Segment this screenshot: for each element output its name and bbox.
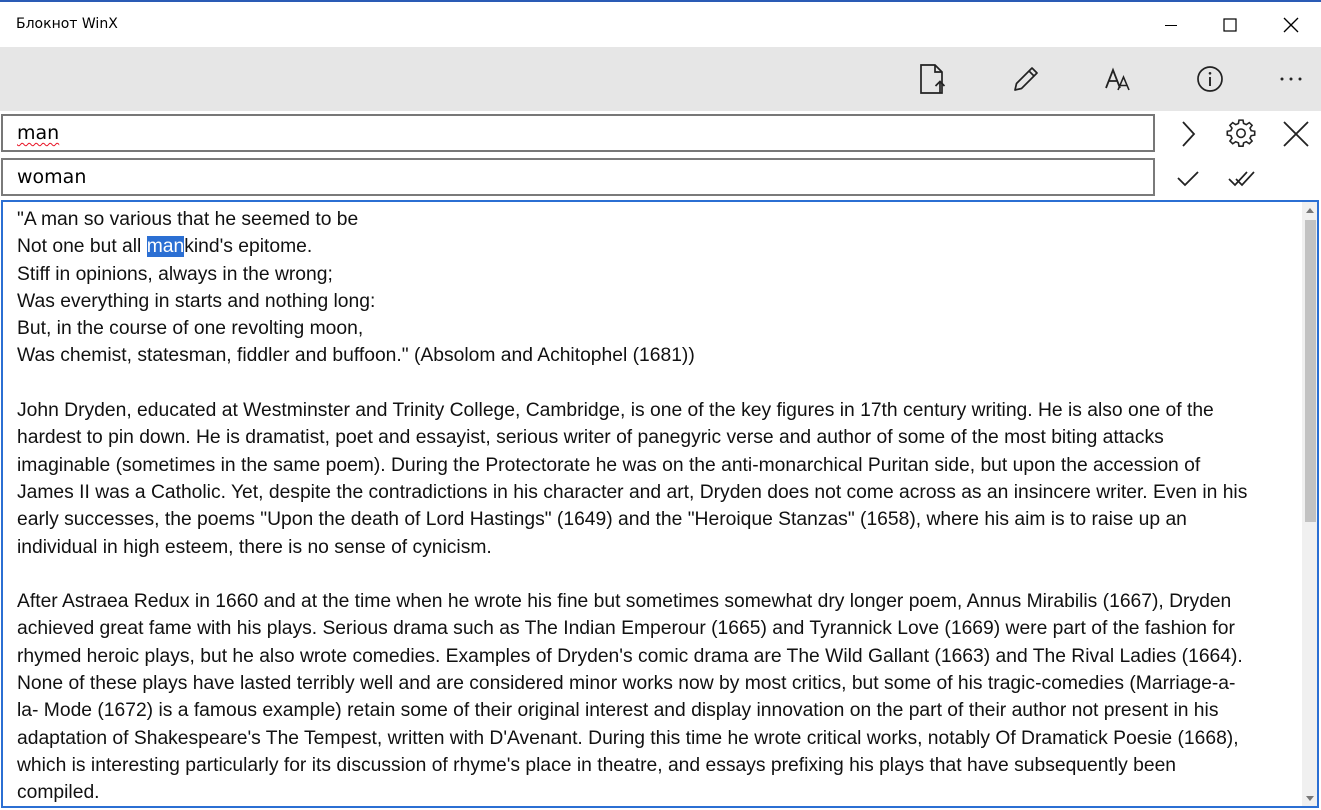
text-segment: adaptation of Shakespeare's The Tempest, written with D'Avenant. During this time he wrote critical works, notably Of Dramatick Poesie (1668), [17,727,1239,749]
text-line[interactable] [17,424,1307,451]
window-title: Блокнот WinX [16,16,118,32]
scroll-down-arrow-icon[interactable] [1305,793,1315,803]
text-line[interactable] [17,779,1307,806]
text-segment: early successes, the poems "Upon the death of Lord Hastings" (1649) and the "Heroique Stanzas" (1658), where his aim is to raise up an [17,509,1187,531]
text-line[interactable] [17,315,1307,342]
text-segment: which is interesting particularly for its discussion of rhyme's place in theatre, and essays prefixing his plays that have subsequently been [17,754,1177,776]
checkmark-icon [1175,167,1201,189]
text-line[interactable] [17,233,1307,260]
minimize-button[interactable] [1148,2,1194,47]
text-line[interactable] [17,397,1307,424]
text-segment: Was chemist, statesman, fiddler and buffoon." (Absolom and Achitophel (1681)) [17,345,695,367]
text-segment: individual in high esteem, there is no sense of cynicism. [17,536,492,558]
close-icon [1282,120,1310,148]
text-line[interactable] [17,506,1307,533]
text-line[interactable] [17,370,1307,397]
close-window-button[interactable] [1268,2,1314,47]
more-icon [1278,74,1304,84]
more-button[interactable] [1271,59,1311,99]
edit-button[interactable] [1006,59,1046,99]
replace-all-button[interactable] [1220,158,1264,198]
text-segment: Was everything in starts and nothing long: [17,290,376,312]
maximize-button[interactable] [1207,2,1253,47]
gear-icon [1226,119,1256,149]
text-line[interactable] [17,561,1307,588]
info-icon [1195,64,1225,94]
file-upload-icon [918,63,948,95]
maximize-icon [1223,18,1237,32]
text-segment: rhymed heroic plays, but he also wrote comedies. Examples of Dryden's comic drama are The Wild Gallant (1663) and The Rival Ladies (1664). [17,645,1243,667]
text-line[interactable] [17,670,1307,697]
text-segment: "A man so various that he seemed to be [17,209,359,230]
text-segment: None of these plays have lasted terribly well and are considered minor works now by most critics, but some of his tragic-comedies (Marriage-a- [17,673,1236,695]
text-line[interactable] [17,697,1307,724]
double-checkmark-icon [1227,167,1257,189]
text-segment: imaginable (sometimes in the same poem). During the Protectorate he was on the anti-monarchical Puritan side, but upon the accession of [17,454,1201,476]
text-segment: la- Mode (1672) is a famous example) retain some of their original interest and display innovation on the part of their author not present in his [17,700,1219,722]
search-settings-button[interactable] [1219,114,1263,154]
find-next-button[interactable] [1166,114,1210,154]
search-input[interactable]: man [17,122,60,144]
replace-field[interactable] [1,158,1155,196]
text-line[interactable] [17,288,1307,315]
toolbar [0,47,1321,111]
document-text[interactable] [17,206,1307,807]
close-find-button[interactable] [1274,114,1318,154]
pencil-icon [1011,64,1041,94]
chevron-right-icon [1178,120,1198,148]
find-row [0,112,1321,156]
text-segment: kind's epitome. [184,236,313,258]
search-match-highlight: man [146,236,185,258]
minimize-icon [1165,19,1177,31]
text-line[interactable] [17,643,1307,670]
text-line[interactable] [17,588,1307,615]
text-line[interactable] [17,261,1307,288]
close-icon [1283,17,1299,33]
text-line[interactable] [17,615,1307,642]
open-file-button[interactable] [913,59,953,99]
text-segment: James II was a Catholic. Yet, despite the contradictions in his character and art, Dryden does not come across as an insincere writer. Even in his [17,481,1248,503]
text-segment: But, in the course of one revolting moon, [17,318,364,340]
search-field[interactable] [1,114,1155,152]
text-line[interactable] [17,452,1307,479]
text-line[interactable] [17,206,1307,233]
text-segment: Stiff in opinions, always in the wrong; [17,263,333,285]
vertical-scrollbar[interactable] [1302,202,1317,806]
text-line[interactable] [17,752,1307,779]
scroll-up-arrow-icon[interactable] [1305,205,1315,215]
scrollbar-thumb[interactable] [1305,220,1316,522]
replace-button[interactable] [1166,158,1210,198]
font-size-button[interactable] [1098,59,1138,99]
font-size-icon [1103,64,1133,94]
text-line[interactable] [17,479,1307,506]
text-line[interactable] [17,534,1307,561]
text-segment: compiled. [17,782,100,804]
replace-input[interactable]: woman [17,166,87,188]
text-segment: achieved great fame with his plays. Serious drama such as The Indian Emperour (1665) and Tyrannick Love (1669) were part of the fashion for [17,618,1235,640]
title-bar [0,2,1321,47]
text-segment: Not one but all [17,236,147,258]
info-button[interactable] [1190,59,1230,99]
text-line[interactable] [17,725,1307,752]
text-line[interactable] [17,342,1307,369]
text-editor[interactable] [1,200,1319,808]
text-segment: John Dryden, educated at Westminster and Trinity College, Cambridge, is one of the key figures in 17th century writing. He is also one of the [17,400,1214,422]
text-segment: hardest to pin down. He is dramatist, poet and essayist, serious writer of panegyric verse and author of some of the most biting attacks [17,427,1164,449]
text-segment: After Astraea Redux in 1660 and at the time when he wrote his fine but sometimes somewhat dry longer poem, Annus Mirabilis (1667), Dryden [17,591,1232,613]
replace-row [0,156,1321,200]
